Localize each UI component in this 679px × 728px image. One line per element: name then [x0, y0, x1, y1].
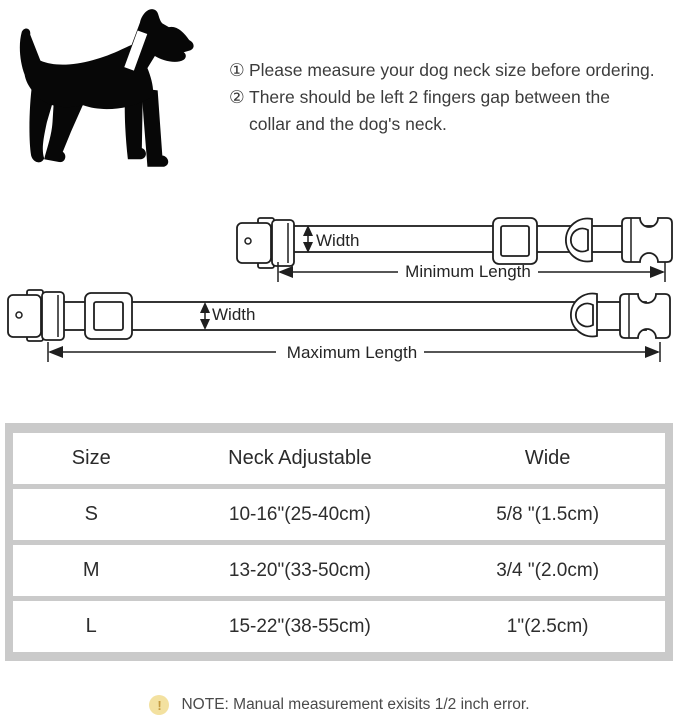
table-cell: M [82, 559, 100, 581]
male-buckle-icon [8, 290, 64, 341]
female-buckle-icon [622, 218, 672, 262]
slider-buckle-icon [493, 218, 537, 264]
instruction-list [229, 57, 675, 138]
minimum-length-label: Minimum Length [405, 262, 531, 281]
table-cell: 3/4 "(2.0cm) [496, 559, 600, 581]
table-cell: 1"(2.5cm) [506, 615, 589, 637]
male-buckle-icon [237, 218, 294, 268]
instruction-text: collar and the dog's neck. [249, 114, 447, 134]
instruction-text: There should be left 2 fingers gap between the [249, 87, 610, 107]
header-wide: Wide [524, 447, 571, 469]
warning-icon: ! [149, 695, 169, 715]
table-row-s [13, 489, 665, 540]
instruction-item [229, 57, 675, 84]
dog-silhouette-graphic [6, 2, 220, 190]
width-label: Width [316, 231, 360, 250]
table-cell: S [84, 503, 98, 525]
table-header-row [13, 433, 665, 484]
instruction-item [229, 84, 675, 138]
width-label: Width [212, 305, 256, 324]
table-cell: L [85, 615, 97, 637]
instruction-number: ① [229, 60, 245, 80]
table-cell: 15-22"(38-55cm) [228, 615, 371, 637]
instruction-text: Please measure your dog neck size before ordering. [249, 60, 655, 80]
collar-strap [55, 302, 646, 330]
note-row [0, 695, 679, 715]
size-table [5, 423, 673, 661]
header-neck-adjustable: Neck Adjustable [228, 447, 372, 469]
female-buckle-icon [620, 294, 670, 338]
slider-buckle-icon [85, 293, 132, 339]
table-cell: 13-20"(33-50cm) [228, 559, 371, 581]
table-cell: 10-16"(25-40cm) [228, 503, 371, 525]
table-row-l [13, 601, 665, 652]
table-row-m [13, 545, 665, 596]
dog-silhouette-icon [6, 2, 220, 190]
instruction-number: ② [229, 87, 245, 107]
d-ring-icon [566, 219, 592, 262]
note-text: NOTE: Manual measurement exisits 1/2 inch error. [181, 696, 530, 713]
maximum-length-label: Maximum Length [286, 343, 418, 362]
table-cell: 5/8 "(1.5cm) [496, 503, 600, 525]
header-size: Size [71, 447, 111, 469]
